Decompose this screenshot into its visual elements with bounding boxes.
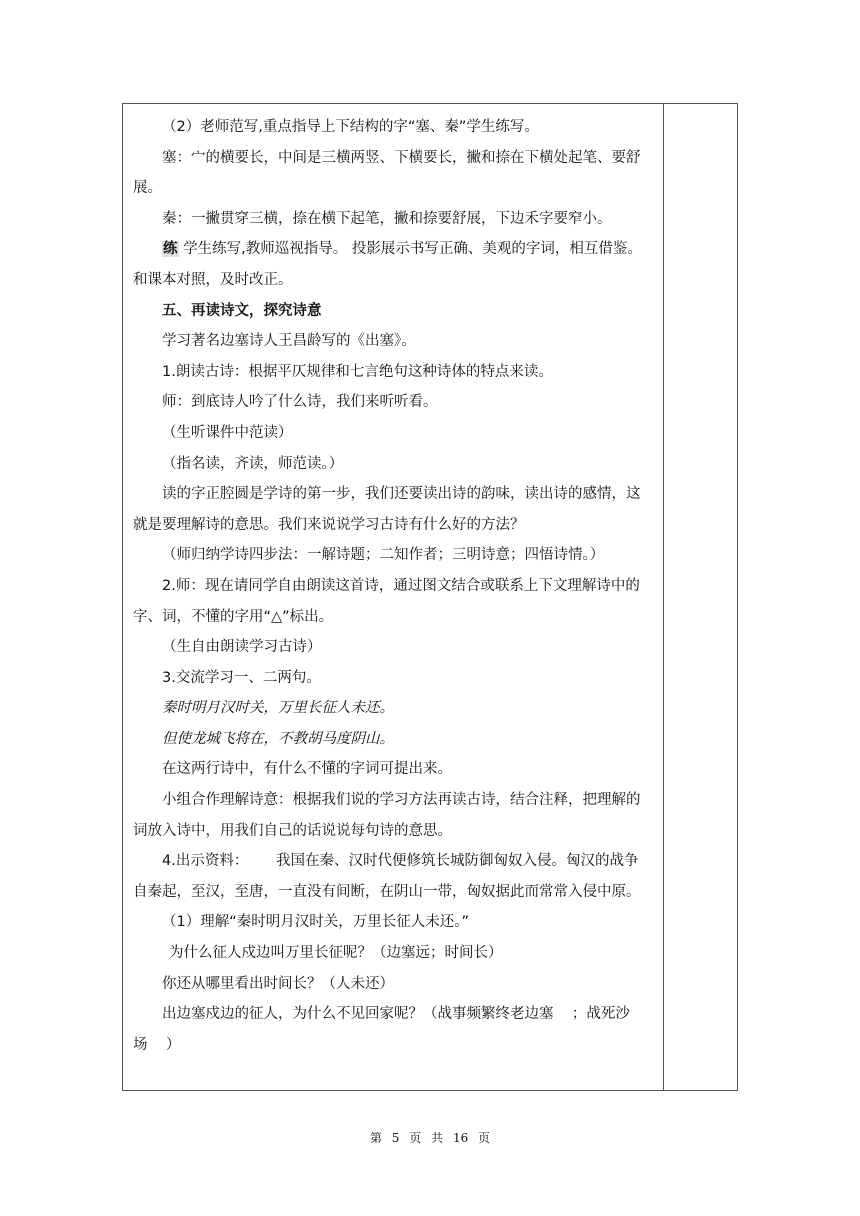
text-line: 学习著名边塞诗人王昌龄写的《出塞》。 [162,333,416,350]
text-line: 秦：一撇贯穿三横，捺在横下起笔，撇和捺要舒展，下边禾字要窄小。 [162,210,612,227]
text-line: （生自由朗读学习古诗） [162,639,322,656]
text-line: 塞：宀的横要长，中间是三横两竖、下横要长，撇和捺在下横处起笔、要舒 [162,149,641,166]
text-line: （生听课件中范读） [162,424,293,441]
text-line: 字、词，不懂的字用“△”标出。 [133,608,334,625]
text-line: 2.师：现在请同学自由朗读这首诗，通过图文结合或联系上下文理解诗中的 [162,577,640,594]
text-line: （1）理解“秦时明月汉时关，万里长征人未还。” [162,914,469,931]
text-line: （师归纳学诗四步法：一解诗题；二知作者；三明诗意；四悟诗情。） [162,547,605,564]
text-line [133,234,653,265]
text-line: 你还从哪里看出时间长？（人未还） [162,975,394,992]
practice-mark: 练 [163,241,178,258]
text-line: 1.朗读古诗：根据平仄规律和七言绝句这种诗体的特点来读。 [162,363,553,380]
text-line: 就是要理解诗的意思。我们来说说学习古诗有什么好的方法？ [133,516,525,533]
text-line: 在这两行诗中，有什么不懂的字词可提出来。 [162,761,452,778]
text-line: 词放入诗中，用我们自己的话说说每句诗的意思。 [133,822,452,839]
poem-line: 秦时明月汉时关，万里长征人未还。 [162,700,394,717]
footer-total-pages: 16 [452,1131,469,1145]
text-line: 展。 [133,180,162,197]
poem-line: 但使龙城飞将在，不教胡马度阴山。 [162,730,394,747]
footer-page-word: 页 [409,1131,422,1145]
text-line: 自秦起，至汉，至唐，一直没有间断，在阴山一带，匈奴据此而常常入侵中原。 [133,883,641,900]
column-divider [663,104,664,1090]
text-span: 学生练写,教师巡视指导。 投影展示书写正确、美观的字词，相互借鉴。 [178,241,642,258]
text-line: （指名读，齐读，师范读。） [162,455,344,472]
footer-current-page: 5 [391,1131,400,1145]
lesson-plan-table [122,103,738,1091]
text-line: 出边塞戍边的征人，为什么不见回家呢？（战事频繁终老边塞 ；战死沙 [162,1006,630,1023]
section-heading: 五、再读诗文，探究诗意 [162,302,322,319]
text-line: 4.出示资料： 我国在秦、汉时代便修筑长城防御匈奴入侵。匈汉的战争 [162,853,639,870]
footer-prefix: 第 [369,1131,382,1145]
footer-total-word: 共 [431,1131,444,1145]
text-line: （2）老师范写,重点指导上下结构的字“塞、秦”学生练写。 [162,119,539,135]
text-line: 小组合作理解诗意：根据我们说的学习方法再读古诗，结合注释，把理解的 [162,792,641,809]
text-line: 读的字正腔圆是学诗的第一步，我们还要读出诗的韵味，读出诗的感情，这 [162,486,641,503]
text-line: 场 ） [133,1036,181,1053]
page-footer [0,1129,860,1146]
text-line: 和课本对照，及时改正。 [133,271,293,288]
text-line: 3.交流学习一、二两句。 [162,669,321,686]
lesson-content [133,112,653,1060]
text-line: 为什么征人戍边叫万里长征呢？（边塞远；时间长） [169,945,503,962]
footer-suffix: 页 [478,1131,491,1145]
text-line: 师：到底诗人吟了什么诗，我们来听听看。 [162,394,438,411]
